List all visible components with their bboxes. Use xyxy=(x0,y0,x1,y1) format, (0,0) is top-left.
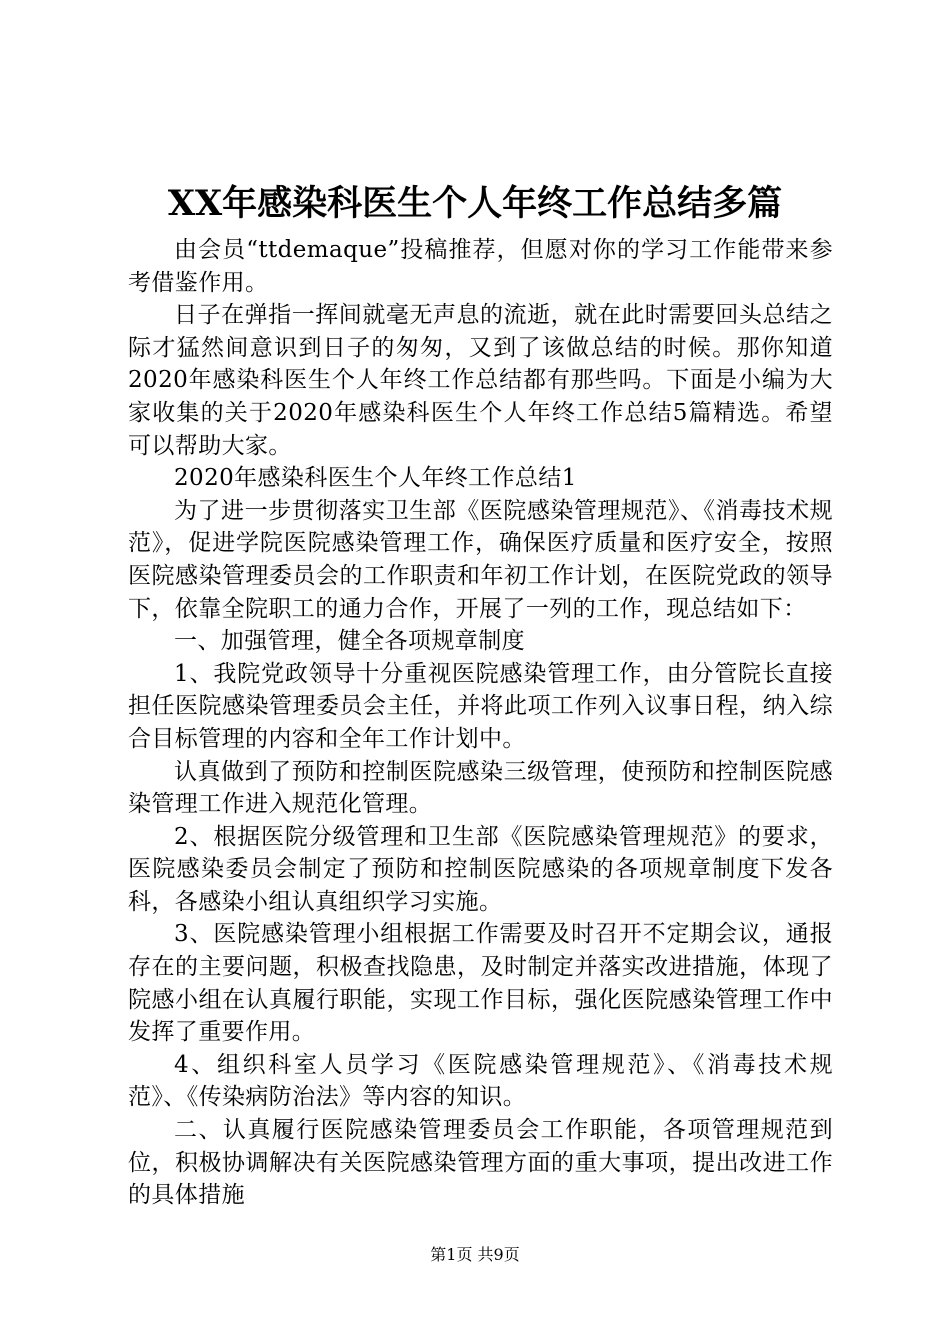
section-heading: 一、加强管理，健全各项规章制度 xyxy=(174,628,525,655)
document-body xyxy=(128,234,833,1212)
paragraph: 4、组织科室人员学习《医院感染管理规范》、《消毒技术规范》、《传染病防治法》等内容的知识。 xyxy=(128,1051,833,1111)
paragraph: 为了进一步贯彻落实卫生部《医院感染管理规范》、《消毒技术规范》，促进学院医院感染管理工作，确保医疗质量和医疗安全，按照医院感染管理委员会的工作职责和年初工作计划，在医院党政的领导下，依靠全院职工的通力合作，开展了一列的工作，现总结如下： xyxy=(128,497,833,622)
paragraph: 3、医院感染管理小组根据工作需要及时召开不定期会议，通报存在的主要问题，积极查找隐患，及时制定并落实改进措施，体现了院感小组在认真履行职能，实现工作目标，强化医院感染管理工作中发挥了重要作用。 xyxy=(128,921,833,1046)
paragraph: 二、认真履行医院感染管理委员会工作职能，各项管理规范到位，积极协调解决有关医院感染管理方面的重大事项，提出改进工作的具体措施 xyxy=(128,1117,833,1209)
section-heading: 2020年感染科医生个人年终工作总结1 xyxy=(174,465,577,492)
page-number-footer: 第1页 共9页 xyxy=(430,1245,520,1264)
paragraph: 1、我院党政领导十分重视医院感染管理工作，由分管院长直接担任医院感染管理委员会主任，并将此项工作列入议事日程，纳入综合目标管理的内容和全年工作计划中。 xyxy=(128,660,833,752)
document-title: XX年感染科医生个人年终工作总结多篇 xyxy=(167,183,783,224)
paragraph: 日子在弹指一挥间就毫无声息的流逝，就在此时需要回头总结之际才猛然间意识到日子的匆匆，又到了该做总结的时候。那你知道2020年感染科医生个人年终工作总结都有那些吗。下面是小编为大家收集的关于2020年感染科医生个人年终工作总结5篇精选。希望可以帮助大家。 xyxy=(128,302,833,459)
paragraph: 2、根据医院分级管理和卫生部《医院感染管理规范》的要求，医院感染委员会制定了预防和控制医院感染的各项规章制度下发各科，各感染小组认真组织学习实施。 xyxy=(128,823,833,915)
paragraph: 由会员“ttdemaque”投稿推荐，但愿对你的学习工作能带来参考借鉴作用。 xyxy=(128,237,833,296)
paragraph: 认真做到了预防和控制医院感染三级管理，使预防和控制医院感染管理工作进入规范化管理。 xyxy=(128,758,833,818)
